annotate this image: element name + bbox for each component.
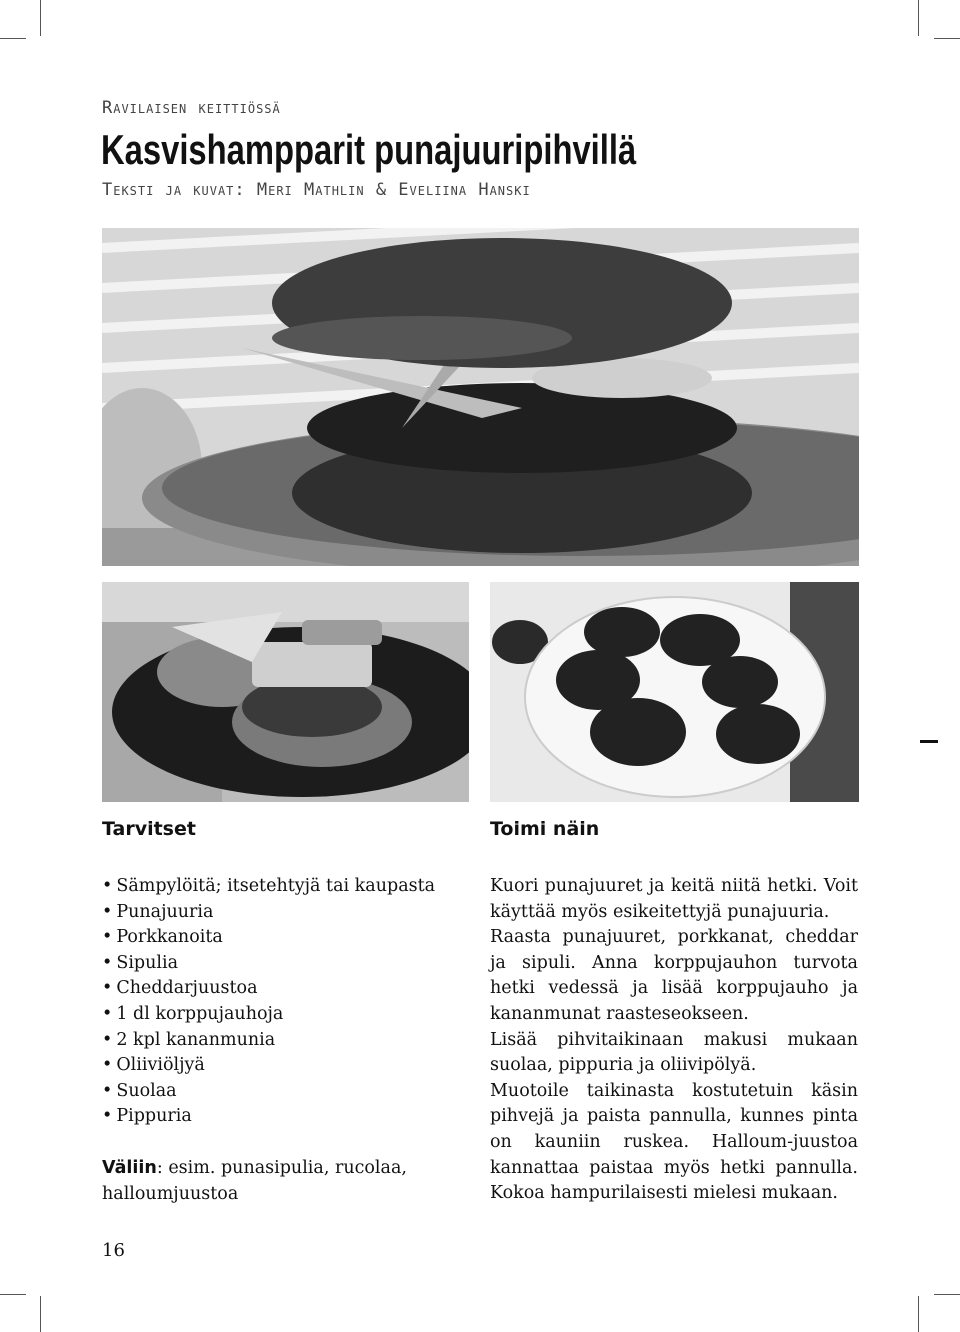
optional-text: : esim. punasipulia, rucolaa, halloumjuustoa <box>102 1158 407 1204</box>
ingredients-list <box>102 874 435 1130</box>
crop-mark <box>918 0 919 36</box>
method-step: Lisää pihvitaikinaan makusi mukaan suolaa, pippuria ja oliivipölyä. <box>490 1029 858 1076</box>
section-kicker: Ravilaisen keittiössä <box>102 98 281 118</box>
crop-mark <box>40 0 41 36</box>
article-title: Kasvishampparit punajuuripihvillä <box>101 126 637 173</box>
article-byline: Teksti ja kuvat: Meri Mathlin & Eveliina Hanski <box>102 180 531 200</box>
ingredient-item: • Punajuuria <box>102 900 435 926</box>
ingredient-item: • Porkkanoita <box>102 925 435 951</box>
crop-mark <box>918 1296 919 1332</box>
method-heading: Toimi näin <box>490 818 600 840</box>
method-step: Muotoile taikinasta kostutetuin käsin pihvejä ja paista pannulla, kunnes pinta on kauniin ruskea. Halloum-juustoa kannattaa paistaa myös hetki pannulla. Kokoa hampurilaisesti mielesi mukaan. <box>490 1080 858 1204</box>
burger-photo <box>102 228 859 566</box>
method-step: Kuori punajuuret ja keitä niitä hetki. Voit käyttää myös esikeitettyjä punajuuria. <box>490 876 858 922</box>
optional-label: Väliin <box>102 1158 157 1178</box>
patties-photo <box>490 582 859 802</box>
crop-mark <box>934 1294 960 1295</box>
ingredient-item: • Suolaa <box>102 1079 435 1105</box>
open-burger-photo <box>102 582 469 802</box>
ingredient-item: • 1 dl korppujauhoja <box>102 1002 435 1028</box>
ingredient-item: • 2 kpl kananmunia <box>102 1028 435 1054</box>
ingredient-item: • Sämpylöitä; itsetehtyjä tai kaupasta <box>102 874 435 900</box>
method-step: Raasta punajuuret, porkkanat, cheddar ja sipuli. Anna korppujauhon turvota hetki vedessä ja lisää korppujauho ja kananmunat raasteseokseen. <box>490 927 858 1024</box>
ingredient-item: • Pippuria <box>102 1104 435 1130</box>
ingredient-item: • Cheddarjuustoa <box>102 976 435 1002</box>
ingredient-item: • Oliiviöljyä <box>102 1053 435 1079</box>
page-number: 16 <box>102 1240 125 1261</box>
crop-mark <box>0 1294 26 1295</box>
ingredients-heading: Tarvitset <box>102 818 196 840</box>
crop-mark <box>40 1296 41 1332</box>
crop-mark <box>0 38 26 39</box>
crop-mark <box>934 38 960 39</box>
ingredient-item: • Sipulia <box>102 951 435 977</box>
method-text <box>490 874 858 1207</box>
optional-fillings <box>102 1156 467 1207</box>
margin-dash <box>920 740 938 743</box>
